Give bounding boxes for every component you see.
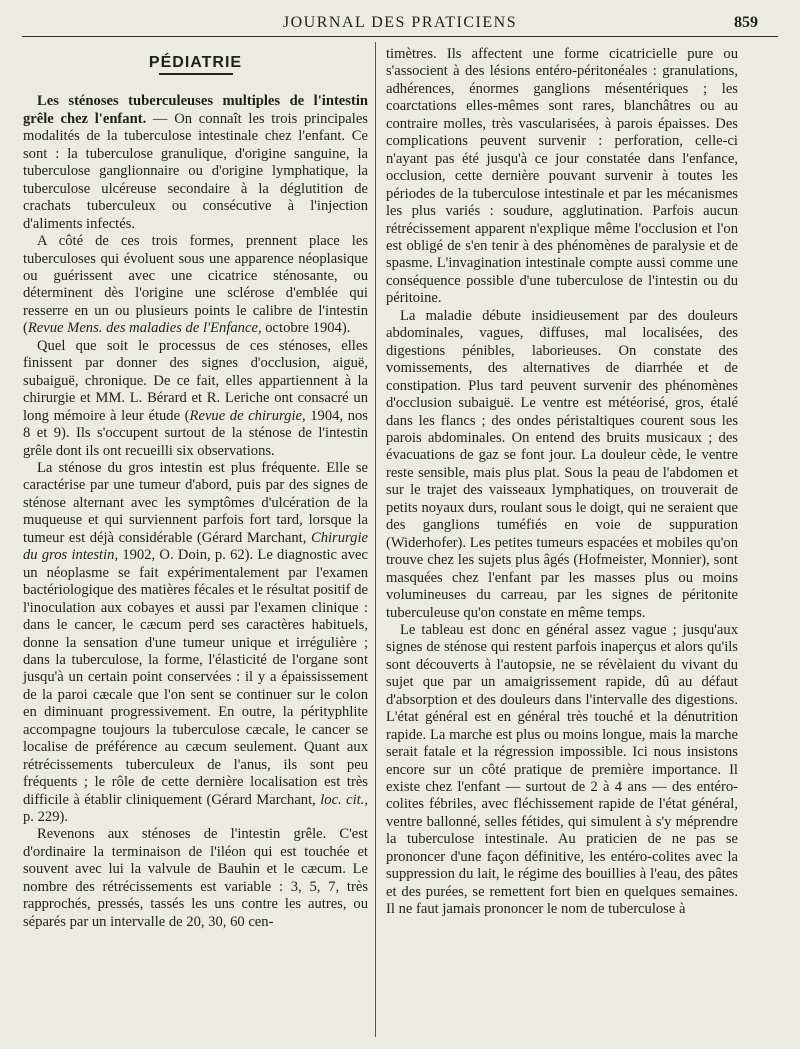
right-column xyxy=(386,46,738,919)
paragraph-text: A côté de ces trois formes, prennent place les tuberculoses qui évoluent sous une apparence néoplasique ou guérissent avec une cicatrice sténosante, ou déterminent dès l'origine une sclérose d'emblée qui resserre en un ou plusieurs points le calibre de l'intestin ( xyxy=(23,233,368,337)
journal-title: JOURNAL DES PRATICIENS xyxy=(282,14,518,31)
citation: Revue Mens. des maladies de l'Enfance xyxy=(27,320,258,337)
article-paragraph: Revenons aux sténoses de l'intestin grêle. C'est d'ordinaire la terminaison de l'iléon qui est touchée et souvent avec lui la valvule de Bauhin et le cæcum. Le nombre des rétrécissements est variable : 3, 5, 7, très rapprochés, pressés, tassés les uns contre les autres, ou séparés par un intervalle de 20, 30, 60 cen- xyxy=(23,826,368,930)
citation: Revue de chirurgie xyxy=(189,407,302,424)
paragraph-text: Quel que soit le processus de ces sténoses, elles finissent par donner des signes d'occlusion, aiguë, subaiguë, chronique. De ce fait, elles appartiennent à la chirurgie et MM. L. Bérard et R. Leriche ont consacré un long mémoire à leur étude ( xyxy=(23,337,368,424)
article-paragraph: La maladie débute insidieusement par des douleurs abdominales, vagues, diffuses, mal localisées, des digestions pénibles, laborieuses. On constate des vomissements, des alternatives de diarrhée et de constipation. Plus tard peuvent survenir des phénomènes d'occlusion subaiguë. Le ventre est météorisé, gros, étalé dans les flancs ; des ondes péristaltiques courent sous les parois abdominales. On entend des bruits musicaux ; des évacuations de gaz se font jour. La douleur cède, le ventre reste sensible, mais plus plat. Sous la peau de l'abdomen et sur le trajet des vaisseaux lymphatiques, on trouverait de petits noyaux durs, roulant sous le doigt, qui ne seraient que des ganglions tuméfiés en voie de suppuration (Widerhofer). Les petites tumeurs espacées et mobiles qu'on trouve chez les sujets plus âgés (Hofmeister, Monnier), sont masquées chez l'enfant par les masses plus ou moins volumineuses du carreau, par les signes de péritonite tuberculeuse qu'on constate en même temps. xyxy=(386,307,738,621)
paragraph-text: La sténose du gros intestin est plus fréquente. Elle se caractérise par une tumeur d'abord, puis par des signes de sténose alternant avec les symptômes d'ulcération de la muqueuse et qui surviennent parfois fort tard, lorsque la tumeur est déjà considérable (Gérard Marchant, xyxy=(23,459,368,546)
section-heading-rule xyxy=(159,73,233,75)
article-paragraph xyxy=(23,338,368,460)
article-paragraph: timètres. Ils affectent une forme cicatricielle pure ou s'associent à des lésions entéro-péritonéales : granulations, adhérences, énormes ganglions mésentériques ; les coarctations elles-mêmes sont rares, blanchâtres ou au contraire molles, très vascularisées, à parois épaisses. Des complications peuvent survenir : perforation, celle-ci n'ayant pas été jusqu'à ce jour constatée dans l'enfance, occlusion, cette dernière pouvant survenir à toutes les périodes de la tuberculose intestinale et par les mécanismes les plus variés : soudure, agglutination. Parfois aucun rétrécissement apparent n'explique même l'occlusion et l'on est obligé de s'en tenir à des phénomènes de paralysie et de spasme. L'invagination intestinale compte aussi comme une conséquence possible d'une tuberculose de l'intestin ou du péritoine. xyxy=(386,46,738,307)
article-paragraph xyxy=(23,460,368,827)
paragraph-text: , 1902, O. Doin, p. 62). Le diagnostic avec un néoplasme se fait expérimentalement par l'examen bactériologique des matières fécales et le résultat positif de l'inoculation aux cobayes et aussi par l'examen clinique : dans le cancer, le cæcum perd ses caractères habituels, donne la sensation d'une tumeur unique et irrégulière ; dans la tuberculose, la forme, l'élasticité de l'organe sont jusqu'à un certain point conservées : il y a épaississement de la paroi cæcale que l'on sent se continuer sur le colon en diminuant progressivement. En outre, la pérityphlite accompagne toujours la tuberculose cæcale, le cancer se localise de préférence au cæcum seulement. Quant aux rétrécissements tuberculeux de l'anus, ils sont peu fréquents ; le rôle de cette dernière localisation est très difficile à établir cliniquement (Gérard Marchant, xyxy=(23,547,368,808)
column-divider xyxy=(375,42,376,1037)
citation: loc. cit. xyxy=(320,791,365,808)
section-heading: PÉDIATRIE xyxy=(148,54,243,71)
running-head xyxy=(22,10,778,37)
article-paragraph xyxy=(23,233,368,338)
paragraph-text: , octobre 1904). xyxy=(257,320,351,337)
left-column xyxy=(23,50,368,931)
citation: Chirurgie du gros intestin xyxy=(23,529,368,564)
paragraph-text: — On connaît les trois principales modalités de la tuberculose intestinale chez l'enfant. Ce sont : la tuberculose granulique, d'origine sanguine, la tuberculose ganglionnaire ou d'origine lymphatique, la tuberculose ulcéreuse secondaire à la déglutition de crachats tuberculeux ou consécutive à l'injection d'aliments infectés. xyxy=(23,110,368,232)
article-title: Les sténoses tuberculeuses multiples de l'intestin grêle chez l'enfant. xyxy=(23,93,368,127)
page-number: 859 xyxy=(734,14,758,31)
paragraph-text: , p. 229). xyxy=(23,791,368,826)
paragraph-text: , 1904, nos 8 et 9). Ils s'occupent surtout de la sténose de l'intestin grêle dont ils ont recueilli six observations. xyxy=(23,407,368,459)
article-paragraph: Le tableau est donc en général assez vague ; jusqu'aux signes de sténose qui restent parfois inaperçus et alors qu'ils sont découverts à l'autopsie, ne se révèlaient du vivant du sujet que par un amaigrissement rapide, dû au défaut d'absorption et des douleurs dans l'intervalle des digestions. L'état général est en général très touché et la dénutrition rapide. La marche est plus ou moins longue, mais la marche serait fatale et la régression impossible. Ici nous insistons encore sur un côté pratique de première importance. Il existe chez l'enfant — surtout de 2 à 4 ans — des entéro-colites fébriles, avec fléchissement rapide de l'état général, ventre ballonné, selles fétides, qui simulent à s'y méprendre la tuberculose intestinale. Au praticien de ne pas se prononcer d'une façon définitive, les entéro-colites avec la suppression du lait, le régime des bouillies à l'eau, des pâtes et des purées, se remettent fort bien en quelques semaines. Il ne faut jamais prononcer le nom de tuberculose à xyxy=(386,621,738,918)
article-paragraph xyxy=(23,93,368,233)
